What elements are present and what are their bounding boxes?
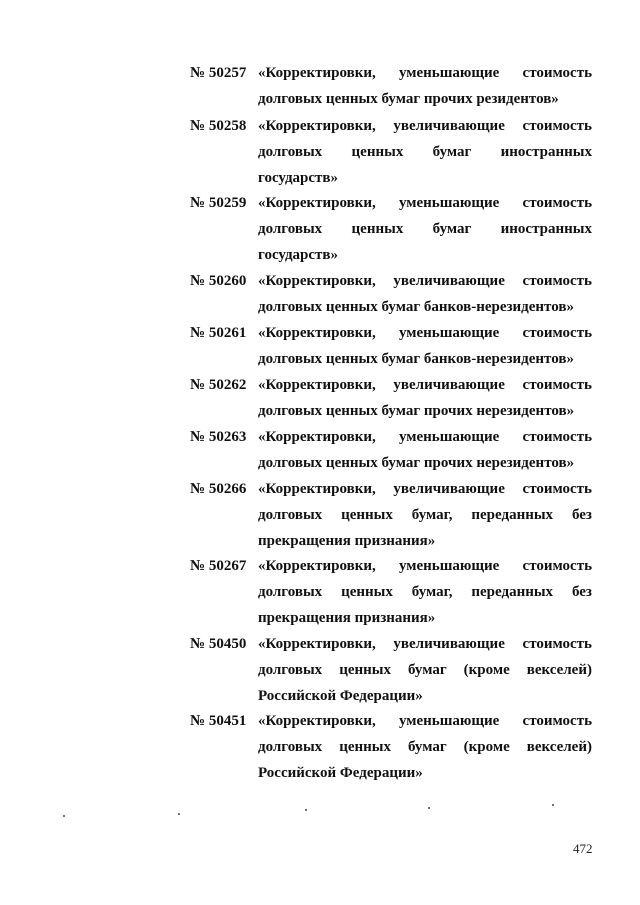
scan-speck xyxy=(178,813,180,815)
description-word: Российской Федерации» xyxy=(258,688,423,704)
description-line xyxy=(258,657,592,683)
account-description xyxy=(258,190,592,268)
description-line xyxy=(258,398,592,424)
description-line xyxy=(258,450,592,476)
description-line xyxy=(258,346,592,372)
description-word: увеличивающие xyxy=(393,636,505,652)
description-word: векселей) xyxy=(526,739,592,755)
description-line xyxy=(258,476,592,502)
description-word: стоимость xyxy=(522,118,592,134)
account-number: № 50258 xyxy=(190,118,247,134)
description-line xyxy=(258,139,592,165)
description-word: «Корректировки, xyxy=(258,558,376,574)
description-line xyxy=(258,734,592,760)
description-line xyxy=(258,502,592,528)
description-word: без xyxy=(571,507,592,523)
description-word: стоимость xyxy=(522,195,592,211)
account-number: № 50261 xyxy=(190,325,247,341)
account-number: № 50267 xyxy=(190,558,247,574)
description-word: ценных xyxy=(341,584,393,600)
scan-speck xyxy=(428,807,430,809)
account-description xyxy=(258,631,592,709)
description-word: государств» xyxy=(258,170,339,186)
account-description xyxy=(258,372,592,424)
description-word: «Корректировки, xyxy=(258,325,376,341)
description-line xyxy=(258,553,592,579)
description-line xyxy=(258,320,592,346)
description-word: долговых xyxy=(258,144,323,160)
description-line xyxy=(258,424,592,450)
description-line xyxy=(258,216,592,242)
account-number: № 50451 xyxy=(190,713,247,729)
description-word: Российской Федерации» xyxy=(258,765,423,781)
description-word: стоимость xyxy=(522,429,592,445)
description-word: ценных xyxy=(341,507,393,523)
description-word: стоимость xyxy=(522,273,592,289)
account-description xyxy=(258,424,592,476)
description-word: «Корректировки, xyxy=(258,713,376,729)
description-word: стоимость xyxy=(522,481,592,497)
scan-speck xyxy=(63,815,65,817)
description-word: «Корректировки, xyxy=(258,273,376,289)
description-word: прекращения признания» xyxy=(258,610,436,626)
description-word: государств» xyxy=(258,247,339,263)
description-word: долговых xyxy=(258,507,323,523)
description-word: (кроме xyxy=(463,662,510,678)
scan-speck xyxy=(305,809,307,811)
description-line xyxy=(258,708,592,734)
description-word: «Корректировки, xyxy=(258,195,376,211)
description-word: переданных xyxy=(471,507,554,523)
description-line xyxy=(258,190,592,216)
account-number: № 50266 xyxy=(190,481,247,497)
description-word: стоимость xyxy=(522,713,592,729)
account-number: № 50257 xyxy=(190,65,247,81)
account-description xyxy=(258,553,592,631)
description-word: долговых ценных бумаг прочих нерезидентов» xyxy=(258,455,575,471)
description-word: долговых ценных бумаг прочих резидентов» xyxy=(258,91,559,107)
description-line xyxy=(258,294,592,320)
description-word: «Корректировки, xyxy=(258,65,376,81)
account-description xyxy=(258,268,592,320)
account-number: № 50263 xyxy=(190,429,247,445)
description-word: ценных xyxy=(339,662,391,678)
description-word: уменьшающие xyxy=(398,429,500,445)
description-word: «Корректировки, xyxy=(258,429,376,445)
description-line xyxy=(258,268,592,294)
description-word: долговых xyxy=(258,662,323,678)
description-word: иностранных xyxy=(500,144,592,160)
description-line xyxy=(258,60,592,86)
description-word: долговых ценных бумаг прочих нерезидентов» xyxy=(258,403,575,419)
description-word: иностранных xyxy=(500,221,592,237)
description-word: бумаг xyxy=(407,662,447,678)
description-word: бумаг, xyxy=(411,584,453,600)
description-word: увеличивающие xyxy=(393,118,505,134)
account-number: № 50260 xyxy=(190,273,247,289)
description-word: увеличивающие xyxy=(393,273,505,289)
description-word: долговых ценных бумаг банков-нерезидентов» xyxy=(258,299,574,315)
description-word: стоимость xyxy=(522,636,592,652)
description-word: без xyxy=(571,584,592,600)
description-word: ценных xyxy=(339,739,391,755)
description-word: увеличивающие xyxy=(393,377,505,393)
description-word: стоимость xyxy=(522,558,592,574)
description-line xyxy=(258,86,592,112)
account-description xyxy=(258,113,592,191)
account-description xyxy=(258,60,592,112)
description-line xyxy=(258,165,592,191)
description-line xyxy=(258,372,592,398)
description-word: «Корректировки, xyxy=(258,118,376,134)
description-line xyxy=(258,528,592,554)
description-word: векселей) xyxy=(526,662,592,678)
account-description xyxy=(258,476,592,554)
account-number: № 50259 xyxy=(190,195,247,211)
description-word: долговых ценных бумаг банков-нерезидентов» xyxy=(258,351,574,367)
description-line xyxy=(258,605,592,631)
description-word: переданных xyxy=(471,584,554,600)
description-word: ценных xyxy=(351,144,404,160)
account-description xyxy=(258,708,592,786)
description-line xyxy=(258,631,592,657)
description-word: (кроме xyxy=(463,739,510,755)
description-word: уменьшающие xyxy=(398,713,500,729)
description-word: бумаг, xyxy=(411,507,453,523)
description-word: долговых xyxy=(258,739,323,755)
description-word: долговых xyxy=(258,221,323,237)
description-word: прекращения признания» xyxy=(258,533,436,549)
description-word: увеличивающие xyxy=(393,481,505,497)
description-word: уменьшающие xyxy=(398,325,500,341)
description-line xyxy=(258,113,592,139)
description-line xyxy=(258,760,592,786)
page-number: 472 xyxy=(573,841,593,856)
description-word: бумаг xyxy=(407,739,447,755)
account-number: № 50262 xyxy=(190,377,247,393)
description-word: «Корректировки, xyxy=(258,377,376,393)
description-word: стоимость xyxy=(522,377,592,393)
description-word: уменьшающие xyxy=(398,195,500,211)
description-word: стоимость xyxy=(522,325,592,341)
description-word: «Корректировки, xyxy=(258,636,376,652)
description-word: стоимость xyxy=(522,65,592,81)
description-line xyxy=(258,242,592,268)
description-word: бумаг xyxy=(432,221,472,237)
account-description xyxy=(258,320,592,372)
scan-speck xyxy=(552,804,554,806)
description-word: уменьшающие xyxy=(398,65,500,81)
description-word: ценных xyxy=(351,221,404,237)
account-number: № 50450 xyxy=(190,636,247,652)
description-word: долговых xyxy=(258,584,323,600)
description-line xyxy=(258,579,592,605)
description-word: «Корректировки, xyxy=(258,481,376,497)
description-word: уменьшающие xyxy=(398,558,500,574)
description-line xyxy=(258,683,592,709)
description-word: бумаг xyxy=(432,144,472,160)
